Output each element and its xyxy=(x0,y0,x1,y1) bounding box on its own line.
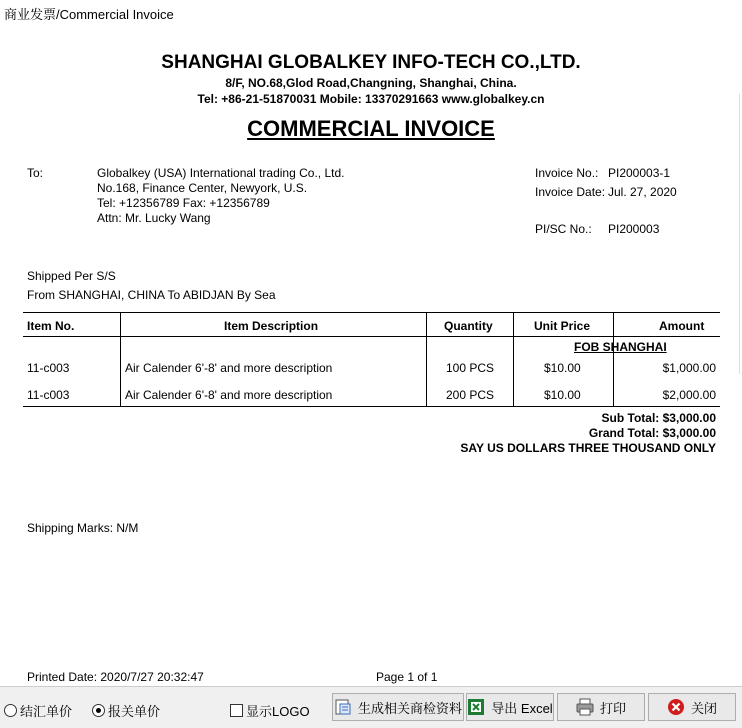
radio-icon xyxy=(4,704,17,717)
header-unit-price: Unit Price xyxy=(534,319,591,333)
print-button[interactable] xyxy=(557,693,645,721)
sub-total: Sub Total: $3,000.00 xyxy=(601,411,716,425)
invoice-date-value: Jul. 27, 2020 xyxy=(608,185,677,199)
radio-customs-price[interactable] xyxy=(92,701,160,720)
window-title: 商业发票/Commercial Invoice xyxy=(4,7,174,22)
close-button[interactable] xyxy=(648,693,736,721)
to-label: To: xyxy=(27,166,44,180)
radio-selected-icon xyxy=(92,704,105,717)
show-logo-checkbox[interactable] xyxy=(230,701,310,720)
radio-settlement-price[interactable] xyxy=(4,701,72,720)
row2-description: Air Calender 6'-8' and more description xyxy=(125,388,333,402)
show-logo-label: 显示LOGO xyxy=(246,704,310,719)
printer-icon xyxy=(576,698,594,716)
header-quantity: Quantity xyxy=(444,319,493,333)
table-header-border xyxy=(23,336,720,337)
table-col-divider xyxy=(426,312,427,407)
grand-total: Grand Total: $3,000.00 xyxy=(588,426,716,440)
row1-unit-price: $10.00 xyxy=(544,361,581,375)
document-title: COMMERCIAL INVOICE xyxy=(247,116,495,141)
company-address: 8/F, NO.68,Glod Road,Changning, Shanghai, China. xyxy=(225,76,517,90)
radio-settlement-label: 结汇单价 xyxy=(20,704,73,719)
invoice-no-value: PI200003-1 xyxy=(608,166,671,180)
row1-description: Air Calender 6'-8' and more description xyxy=(125,361,333,375)
row1-amount: $1,000.00 xyxy=(662,361,716,375)
export-excel-button[interactable] xyxy=(466,693,554,721)
shipping-route: From SHANGHAI, CHINA To ABIDJAN By Sea xyxy=(27,288,276,302)
table-top-border xyxy=(23,312,720,313)
header-amount: Amount xyxy=(659,319,705,333)
generate-inspection-label: 生成相关商检资料 xyxy=(357,700,462,716)
company-name: SHANGHAI GLOBALKEY INFO-TECH CO.,LTD. xyxy=(161,52,581,73)
table-col-divider xyxy=(613,312,614,407)
header-item-no: Item No. xyxy=(27,319,75,333)
row1-quantity: 100 PCS xyxy=(446,361,495,375)
checkbox-icon xyxy=(230,704,243,717)
amount-in-words: SAY US DOLLARS THREE THOUSAND ONLY xyxy=(460,441,716,455)
recipient-line4: Attn: Mr. Lucky Wang xyxy=(97,211,211,225)
page-number: Page 1 of 1 xyxy=(376,670,438,684)
row2-amount: $2,000.00 xyxy=(662,388,716,402)
invoice-no-label: Invoice No.: xyxy=(535,166,599,180)
export-excel-label: 导出 Excel xyxy=(491,700,553,716)
row1-item-no: 11-c003 xyxy=(27,361,70,375)
generate-inspection-button[interactable] xyxy=(332,693,464,721)
pisc-no-label: PI/SC No.: xyxy=(535,222,592,236)
header-description: Item Description xyxy=(224,319,319,333)
row2-item-no: 11-c003 xyxy=(27,388,70,402)
pisc-no-value: PI200003 xyxy=(608,222,660,236)
radio-customs-label: 报关单价 xyxy=(108,704,161,719)
close-label: 关闭 xyxy=(690,700,717,716)
excel-icon xyxy=(467,698,485,716)
printed-date: Printed Date: 2020/7/27 20:32:47 xyxy=(27,670,204,684)
table-col-divider xyxy=(513,312,514,407)
invoice-date-label: Invoice Date: xyxy=(535,185,606,199)
company-contact: Tel: +86-21-51870031 Mobile: 13370291663 www.globalkey.cn xyxy=(197,92,545,106)
table-bottom-border xyxy=(23,406,720,407)
window-titlebar xyxy=(0,0,742,24)
row2-unit-price: $10.00 xyxy=(544,388,581,402)
price-term: FOB SHANGHAI xyxy=(574,340,667,354)
shipping-marks: Shipping Marks: N/M xyxy=(27,521,139,535)
bottom-toolbar xyxy=(0,686,742,728)
table-col-divider xyxy=(120,312,121,407)
print-label: 打印 xyxy=(599,700,626,716)
shipped-per: Shipped Per S/S xyxy=(27,269,116,283)
row2-quantity: 200 PCS xyxy=(446,388,495,402)
recipient-line1: Globalkey (USA) International trading Co., Ltd. xyxy=(97,166,345,180)
document-icon xyxy=(334,698,352,716)
close-icon xyxy=(667,698,685,716)
invoice-document xyxy=(0,24,742,686)
recipient-line2: No.168, Finance Center, Newyork, U.S. xyxy=(97,181,308,195)
recipient-line3: Tel: +12356789 Fax: +12356789 xyxy=(97,196,270,210)
